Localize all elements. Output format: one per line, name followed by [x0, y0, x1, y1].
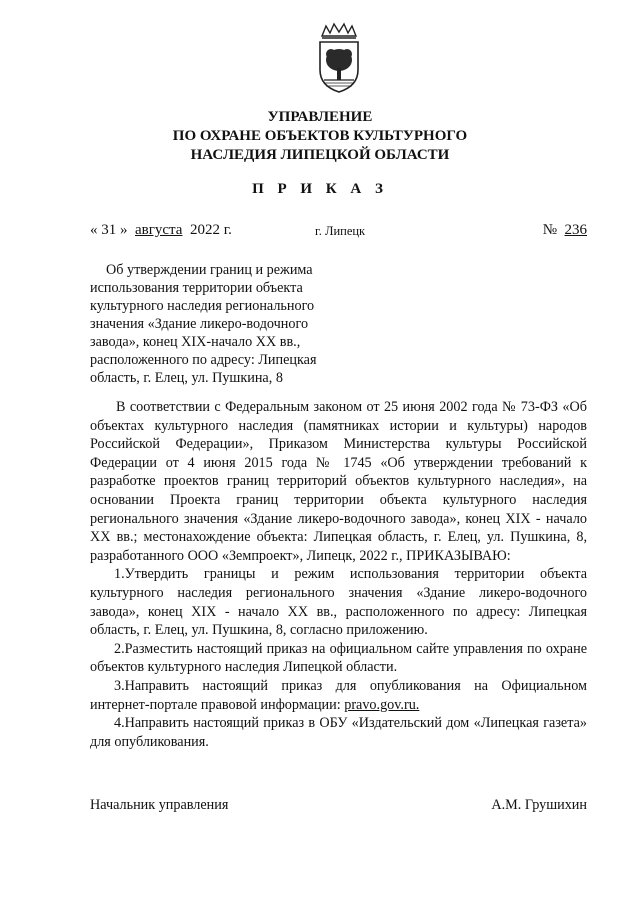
- order-body: [90, 398, 587, 751]
- number-sign: №: [542, 222, 557, 238]
- date-year: 2022 г.: [189, 222, 232, 238]
- date-day: « 31 »: [90, 222, 128, 238]
- signatory-name: А.М. Грушихин: [491, 797, 587, 813]
- date-line: [90, 222, 587, 242]
- document-type: П Р И К А З: [252, 181, 388, 197]
- organization-name: [0, 108, 640, 165]
- org-line-3: НАСЛЕДИЯ ЛИПЕЦКОЙ ОБЛАСТИ: [190, 147, 450, 163]
- order-item-4: 4.Направить настоящий приказ в ОБУ «Издательский дом «Липецкая газета» для опубликования.: [90, 715, 587, 750]
- org-line-1: УПРАВЛЕНИЕ: [267, 109, 373, 125]
- order-item-2: 2.Разместить настоящий приказ на официальном сайте управления по охране объектов культурного наследия Липецкой области.: [90, 640, 587, 676]
- subject-text: Об утверждении границ и режима использования территории объекта культурного наследия регионального значения «Здание ликеро-водочного завода», конец XIX-начало XX вв., расположенного по адресу: Липецкая область, г. Елец, ул. Пушкина, 8: [90, 262, 317, 386]
- coat-of-arms-icon: [314, 22, 364, 94]
- pravo-link[interactable]: pravo.gov.ru.: [344, 696, 420, 713]
- order-item-3-text: 3.Направить настоящий приказ для опубликования на Официальном интернет-портале правовой информации:: [90, 677, 587, 713]
- document-city: г. Липецк: [315, 224, 366, 238]
- preamble-paragraph: В соответствии с Федеральным законом от 25 июня 2002 года № 73-ФЗ «Об объектах культурного наследия (памятниках истории и культуры) народов Российской Федерации», Приказом Министерства культуры Российской Федерации от 4 июня 2015 года № 1745 «Об утверждении требований к разработке проектов границ территорий объектов культурного наследия», на основании Проекта границ территории объекта культурного наследия регионального значения «Здание ликеро-водочного завода», конец XIX - начало XX вв.; местонахождение объекта: Липецкая область, г. Елец, ул. Пушкина, 8, разработанного ООО «Земпроект», Липецк, 2022 г., ПРИКАЗЫВАЮ:: [90, 399, 587, 564]
- document-date: [90, 222, 232, 239]
- org-line-2: ПО ОХРАНЕ ОБЪЕКТОВ КУЛЬТУРНОГО: [172, 128, 468, 144]
- signature-block: [90, 797, 587, 817]
- date-month: августа: [135, 222, 183, 238]
- order-item-1: 1.Утвердить границы и режим использования территории объекта культурного наследия регионального значения «Здание ликеро-водочного завода», конец XIX - начало XX вв., расположенного по адресу: Липецкая область, г. Елец, ул. Пушкина, 8, согласно приложению.: [90, 566, 587, 639]
- order-item-3: [90, 677, 587, 714]
- order-subject: [90, 261, 350, 387]
- signatory-position: Начальник управления: [90, 797, 229, 813]
- document-number: [543, 222, 587, 239]
- number-value: 236: [564, 222, 587, 238]
